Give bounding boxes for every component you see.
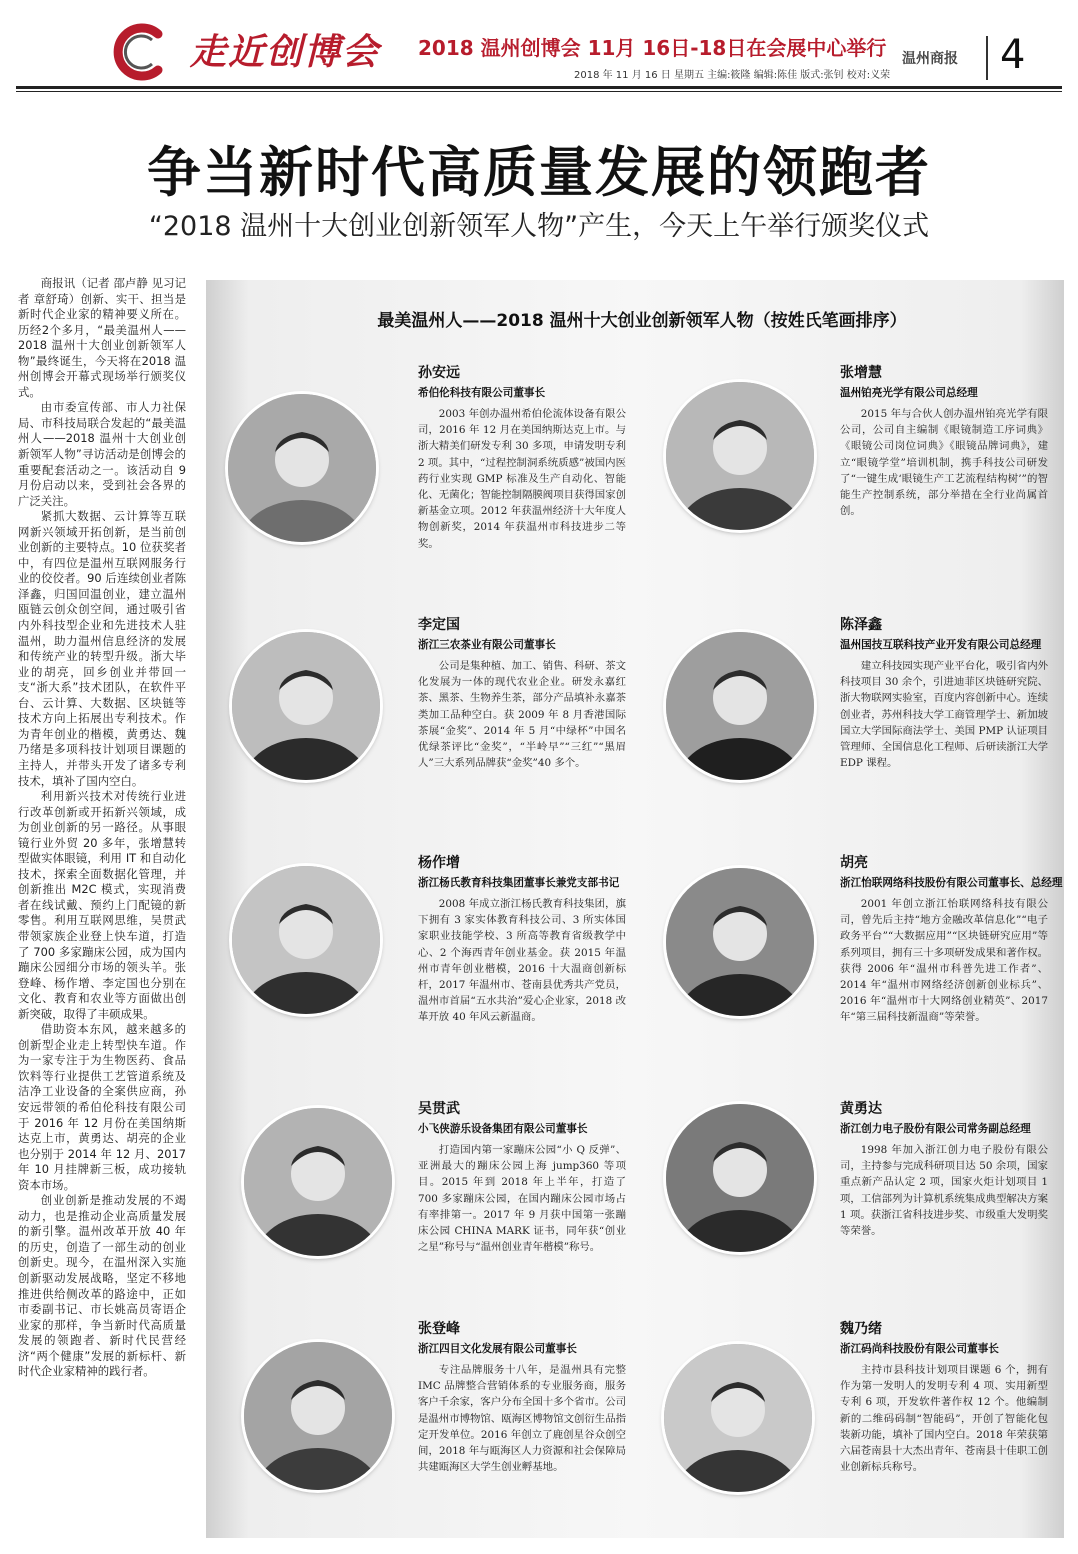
newspaper-name: 温州商报 (902, 51, 958, 67)
profile-name: 胡亮 (840, 855, 868, 871)
article-paragraph: 创业创新是推动发展的不竭动力，也是推动企业高质量发展的新引擎。温州改革开放 40 年的历史，创造了一部生动的创业创新史。现今，在温州深入实施创新驱动发展战略，坚定不移地推进供给侧改革的路途中，正如市委副书记、市长姚高员寄语企业家的那样，争当新时代高质量发展的领跑者、新时代民营经济“两个健康”发展的新标杆、新时代企业家精神的践行者。 (18, 1193, 186, 1379)
profile-bio: 2015 年与合伙人创办温州铂亮光学有限公司，公司自主编制《眼镜制造工序词典》《眼镜公司岗位词典》《眼镜品牌词典》，建立“眼镜学堂”培训机制，携手科技公司研发了“一键生成‘眼镜生产工艺流程结构树’”的智能生产控制系统，部分举措在全行业尚属首创。 (840, 408, 1048, 518)
creative-expo-logo (110, 22, 170, 82)
article-paragraph: 借助资本东风，越来越多的创新型企业走上转型快车道。作为一家专注于为生物医药、食品饮料等行业提供工艺管道系统及洁净工业设备的全案供应商，孙安远带领的希伯伦科技有限公司于 2016 年 12 月份在美国纳斯达克上市，黄勇达、胡亮的企业也分别于 2014 年 12 月、2017 年 10 月挂牌新三板，成功接轨资本市场。 (18, 1022, 186, 1192)
profile-name: 李定国 (418, 617, 460, 633)
section-name: 走近创博会 (190, 31, 381, 73)
profile-bio: 2008 年成立浙江杨氏教育科技集团，旗下拥有 3 家实体教育科技公司、3 所实体国家职业技能学校、3 所高等教育省级教学中心、2 个海西青年创业基金。获 2015 年温州市青年创业楷模，2016 十大温商创新标杆，2017 年温州市、苍南县优秀共产党员，温州市首届“五水共治”爱心企业家，2018 改革开放 40 年风云新温商。 (418, 898, 626, 1024)
article-paragraph: 紧抓大数据、云计算等互联网新兴领域开拓创新，是当前创业创新的主要特点。10 位获奖者中，有四位是温州互联网服务行业的佼佼者。90 后连续创业者陈泽鑫，归国回温创业，建立温州瓯链云创众创空间，通过吸引省内外科技型企业和先进技术人驻温州，助力温州信息经济的发展和传统产业的转型升级。浙大毕业的胡亮，回乡创业并带回一支“浙大系”技术团队，在软件平台、云计算、大数据、区块链等技术方向上拓展出专利技术。作为青年创业的楷模，黄勇达、魏乃绪是多项科技计划项目课题的主持人，并带头开发了诸多专利技术，填补了国内空白。 (18, 509, 186, 788)
portrait-photo (666, 382, 814, 530)
profile-title: 温州铂亮光学有限公司总经理 (840, 387, 978, 399)
subheadline: “2018 温州十大创业创新领军人物”产生，今天上午举行颁奖仪式 (148, 211, 930, 242)
portrait-photo (664, 1344, 812, 1492)
profile-title: 浙江怡联网络科技股份有限公司董事长、总经理 (840, 877, 1063, 889)
profile-bio: 主持市县科技计划项目课题 6 个，拥有作为第一发明人的发明专利 4 项、实用新型专利 6 项，开发软件著作权 12 个。他编制新的二维码码制“智能码”，开创了智能化包装新功能，填补了国内空白。2018 年荣获第六届苍南县十大杰出青年、苍南县十佳职工创业创新标兵称号。 (840, 1364, 1048, 1474)
header-divider (986, 36, 988, 80)
profile-name: 吴贯武 (418, 1101, 460, 1117)
article-paragraph: 由市委宣传部、市人力社保局、市科技局联合发起的“最美温州人——2018 温州十大创业创新领军人物”寻访活动是创博会的重要配套活动之一。该活动自 9 月份启动以来，受到社会各界的广泛关注。 (18, 400, 186, 508)
profile-name: 张登峰 (418, 1321, 460, 1337)
header-rule (16, 86, 1062, 89)
profile-title: 浙江创力电子股份有限公司常务副总经理 (840, 1123, 1031, 1135)
profile-title: 小飞侠游乐设备集团有限公司董事长 (418, 1123, 588, 1135)
portrait-photo (666, 632, 814, 780)
profile-bio: 公司是集种植、加工、销售、科研、茶文化发展为一体的现代农业企业。研发永嘉红茶、黑茶、生物养生茶，部分产品填补永嘉茶类加工品种空白。获 2009 年 8 月香港国际茶展“金奖”、2014 年 5 月“中绿杯”中国名优绿茶评比“金奖”，“半岭早”“三红”“黑眉人”三大系列品牌获“金奖”40 多个。 (418, 660, 626, 770)
portrait-photo (228, 394, 376, 542)
profile-bio: 1998 年加入浙江创力电子股份有限公司，主持参与完成科研项目达 50 余项，国家重点新产品认定 2 项，国家火炬计划项目 1 项，工信部列为计算机系统集成典型解决方案 1 项。获浙江省科技进步奖、市级重大发明奖等荣誉。 (840, 1144, 1048, 1238)
profile-name: 孙安远 (418, 365, 460, 381)
header-banner: 2018 温州创博会 11月 16日-18日在会展中心举行 (418, 36, 887, 60)
article-paragraph: 利用新兴技术对传统行业进行改革创新或开拓新兴领域，成为创业创新的另一路径。从事眼镜行业外贸 20 多年，张增慧转型做实体眼镜，利用 IT 和自动化技术，探索全面数据化管理，并创新推出 M2C 模式，实现消费者在线试戴、预约上门配镜的新零售。利用互联网思维，吴贯武带领家族企业登上快车道，打造了 700 多家蹦床公园，成为国内蹦床公园细分市场的领头羊。张登峰、杨作增、李定国也分别在文化、教育和农业等方面做出创新突破，取得了丰硕成果。 (18, 789, 186, 1021)
profile-bio: 专注品牌服务十八年，是温州具有完整 IMC 品牌整合营销体系的专业服务商，服务客户千余家，客户分布全国十多个省市。公司是温州市博物馆、瓯海区博物馆文创衍生品指定开发单位。2016 年创立了鹿创星谷众创空间，2018 年与瓯海区人力资源和社会保障局共建瓯海区大学生创业孵基地。 (418, 1364, 626, 1474)
header-rule-thin (16, 91, 1062, 92)
panel-title: 最美温州人——2018 温州十大创业创新领军人物（按姓氏笔画排序） (377, 311, 907, 331)
profile-bio: 2001 年创立浙江怡联网络科技有限公司，曾先后主持“地方金融改革信息化”“电子政务平台”“大数据应用”“区块链研究应用”等系列项目，拥有三十多项研发成果和著作权。获得 2006 年“温州市科普先进工作者”、2014 年“温州市网络经济创新创业标兵”、2016 年“温州市十大网络创业精英”、2017 年“第三届科技新温商”等荣誉。 (840, 898, 1048, 1024)
profile-name: 魏乃绪 (840, 1321, 882, 1337)
portrait-photo (232, 632, 380, 780)
portrait-photo (666, 1104, 814, 1252)
portrait-photo (244, 1342, 392, 1490)
news-article (18, 276, 186, 1380)
profile-title: 浙江三农茶业有限公司董事长 (418, 639, 556, 651)
portrait-photo (666, 868, 814, 1016)
portrait-photo (244, 1108, 392, 1256)
profile-name: 张增慧 (840, 365, 882, 381)
profile-title: 浙江杨氏教育科技集团董事长兼党支部书记 (418, 877, 620, 889)
profile-name: 陈泽鑫 (840, 617, 882, 633)
profile-title: 浙江四目文化发展有限公司董事长 (418, 1343, 577, 1355)
article-paragraph: 商报讯（记者 邵卢静 见习记者 章舒琦）创新、实干、担当是新时代企业家的精神要义所在。历经2个多月，“最美温州人——2018 温州十大创业创新领军人物”最终诞生，今天将在2018 温州创博会开幕式现场举行颁奖仪式。 (18, 276, 186, 399)
page-number: 4 (1000, 32, 1026, 78)
profile-title: 浙江码尚科技股份有限公司董事长 (840, 1343, 999, 1355)
profile-name: 黄勇达 (840, 1101, 882, 1117)
portrait-photo (232, 866, 380, 1014)
headline: 争当新时代高质量发展的领跑者 (147, 141, 931, 204)
profile-bio: 2003 年创办温州希伯伦流体设备有限公司，2016 年 12 月在美国纳斯达克上市。与浙大精美们研发专利 30 多项，申请发明专利 2 项。其中，“过程控制洞系统质感”被国内医药行业实现 GMP 标准及生产自动化、智能化、无菌化；智能控制隔膜阀项目获得国家创新基金立项。2012 年获温州经济十大年度人物创新奖，2014 年获温州市科技进步二等奖。 (418, 408, 626, 550)
profile-name: 杨作增 (418, 855, 460, 871)
profile-title: 温州国技互联科技产业开发有限公司总经理 (840, 639, 1042, 651)
profile-bio: 建立科技园实现产业平台化，吸引省内外科技项目 30 余个，引进迪菲区块链研究院、浙大物联网实验室，百度内容创新中心。连续创业者，苏州科技大学工商管理学士、新加坡国立大学国际商法学士、美国 PMP 认证项目管理师、全国信息化工程师、后研读浙江大学 EDP 课程。 (840, 660, 1048, 770)
profile-bio: 打造国内第一家蹦床公园“小 Q 反弹”、亚洲最大的蹦床公园上海 jump360 等项目。2015 年到 2018 年上半年，打造了 700 多家蹦床公园，在国内蹦床公园市场占有率排第一。2017 年 9 月获中国第一张蹦床公园 CHINA MARK 证书，同年获“创业之星”称号与“温州创业青年楷模”称号。 (418, 1144, 626, 1254)
profile-title: 希伯伦科技有限公司董事长 (418, 387, 546, 399)
issue-meta: 2018 年 11 月 16 日 星期五 主编:筱隆 编辑:陈佳 版式:张钊 校对:义荣 (574, 70, 891, 81)
